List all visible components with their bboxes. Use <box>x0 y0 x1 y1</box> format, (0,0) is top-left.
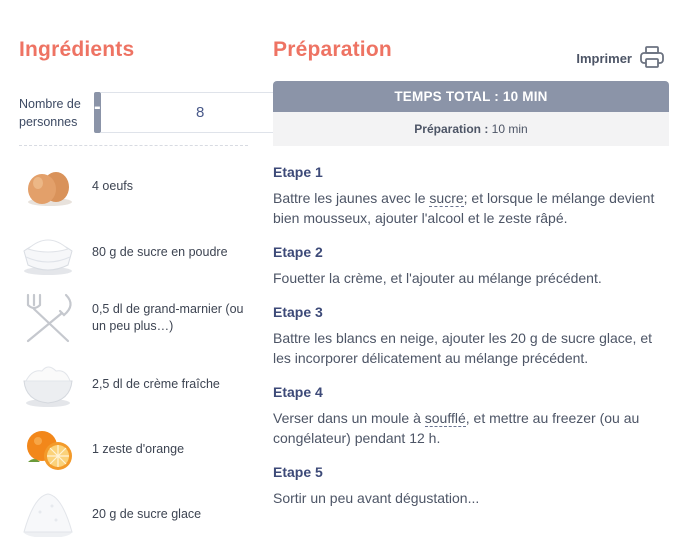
ingredients-title: Ingrédients <box>19 38 135 61</box>
step-text-part: Battre les jaunes avec le <box>273 190 430 206</box>
step-text-part: Verser dans un moule à <box>273 410 425 426</box>
cream-bowl-icon <box>19 355 77 413</box>
ingredient-text: 0,5 dl de grand-marnier (ou un peu plus…) <box>92 302 244 333</box>
total-time-value: 10 MIN <box>502 89 548 104</box>
step-title: Etape 2 <box>273 244 323 260</box>
sugar-bowl-icon <box>19 223 77 281</box>
step-title: Etape 5 <box>273 464 323 480</box>
ingredient-row <box>19 156 248 216</box>
servings-stepper <box>94 92 248 133</box>
step-text: Fouetter la crème, et l'ajouter au mélange précédent. <box>273 270 602 286</box>
ingredient-text: 20 g de sucre glace <box>92 506 202 521</box>
divider <box>19 145 248 146</box>
ingredients-panel <box>19 0 248 537</box>
step-title: Etape 3 <box>273 304 323 320</box>
step-title: Etape 1 <box>273 164 323 180</box>
step-text-part: , et mettre au freezer (ou au congélateur) pendant 12 h. <box>273 410 640 446</box>
fork-knife-icon <box>19 289 77 347</box>
preparation-panel <box>273 0 669 537</box>
servings-label: Nombre de personnes <box>19 97 81 129</box>
ingredient-row <box>19 288 248 348</box>
ingredient-row <box>19 222 248 282</box>
preparation-title: Préparation <box>273 38 392 61</box>
step-title: Etape 4 <box>273 384 323 400</box>
orange-icon <box>19 420 77 478</box>
print-button[interactable] <box>576 46 664 71</box>
decrease-servings-button[interactable]: - <box>94 92 101 133</box>
glossary-link-souffle[interactable]: soufflé <box>424 410 466 426</box>
servings-input[interactable] <box>101 92 300 133</box>
prep-time-row <box>273 112 669 146</box>
step-text-part: ; et lorsque le mélange devient bien mousseux, ajouter l'alcool et le zeste râpé. <box>273 190 655 226</box>
ingredient-text: 80 g de sucre en poudre <box>92 244 228 259</box>
prep-time-label: Préparation : <box>414 122 489 136</box>
step-text: Battre les blancs en neige, ajouter les 20 g de sucre glace, et les incorporer délicatement au mélange précédent. <box>273 330 653 366</box>
total-time-label: TEMPS TOTAL : <box>394 89 499 104</box>
ingredient-text: 2,5 dl de crème fraîche <box>92 376 220 391</box>
ingredient-row <box>19 419 248 479</box>
ingredient-text: 1 zeste d'orange <box>92 441 185 456</box>
ingredient-row <box>19 354 248 414</box>
ingredient-text: 4 oeufs <box>92 178 134 193</box>
total-time-header <box>273 81 669 112</box>
ingredient-row <box>19 484 248 537</box>
step-text: Sortir un peu avant dégustation... <box>273 490 480 506</box>
glossary-link-sucre[interactable]: sucre <box>429 190 464 206</box>
print-label: Imprimer <box>576 51 632 66</box>
step-text <box>273 408 669 448</box>
icing-sugar-icon <box>19 485 77 537</box>
printer-icon <box>640 46 664 71</box>
step-text <box>273 188 669 228</box>
eggs-icon <box>19 157 77 215</box>
prep-time-value: 10 min <box>491 122 528 136</box>
